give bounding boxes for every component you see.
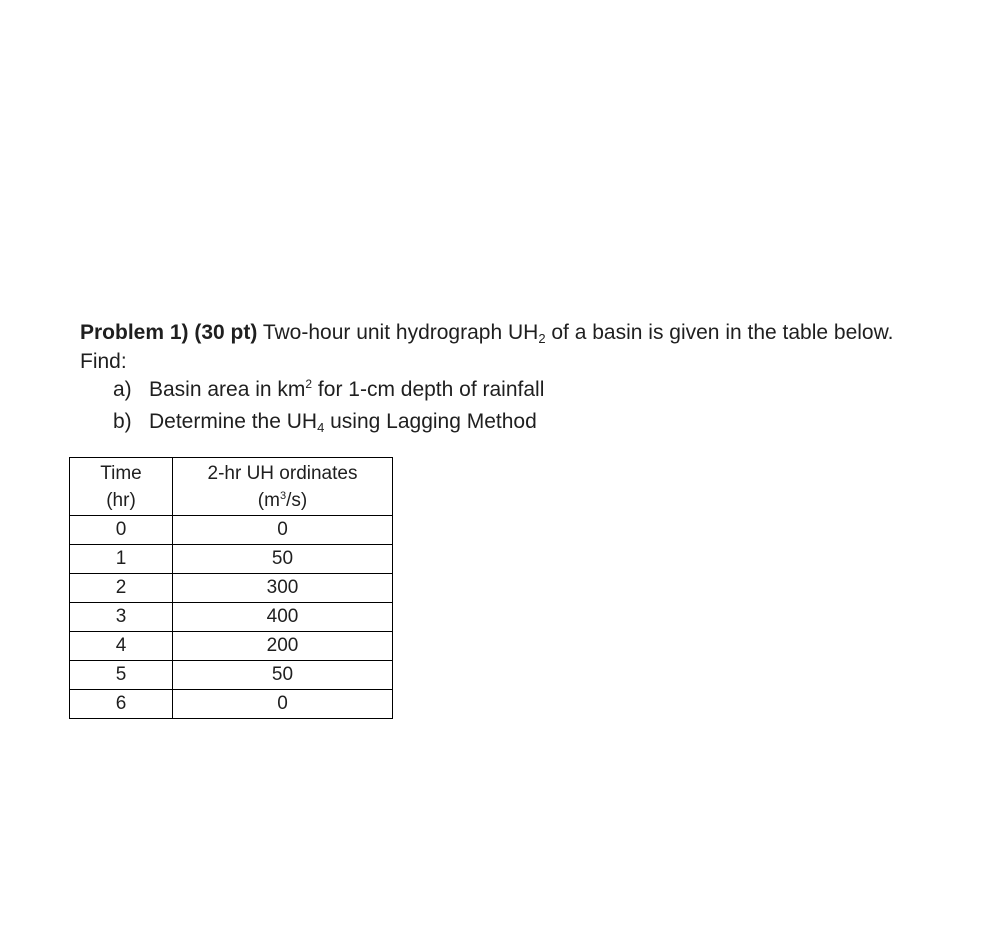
time-cell: 6: [70, 690, 173, 719]
ordinate-cell: 0: [173, 516, 393, 545]
find-label: Find:: [80, 350, 127, 373]
ordinate-header-sup: 3: [279, 489, 287, 502]
table-row: [70, 632, 393, 661]
table-row: [70, 661, 393, 690]
time-header-line1: Time: [100, 462, 142, 484]
time-cell: 0: [70, 516, 173, 545]
table-row: [70, 574, 393, 603]
table-header-row: [70, 458, 393, 516]
time-header-line2: (hr): [106, 489, 136, 511]
time-cell: 2: [70, 574, 173, 603]
table-row: [70, 603, 393, 632]
uh-subscript: 2: [538, 331, 546, 346]
table-row: [70, 516, 393, 545]
ordinate-cell: 400: [173, 603, 393, 632]
ordinate-cell: 50: [173, 661, 393, 690]
ordinate-column-header: [173, 458, 393, 516]
problem-parts: [113, 374, 544, 438]
part-b-text-2: using Lagging Method: [324, 410, 537, 433]
part-b-subscript: 4: [317, 420, 325, 435]
unit-hydrograph-table: [69, 457, 393, 719]
problem-text-1: Two-hour unit hydrograph UH: [257, 321, 539, 344]
ordinate-cell: 300: [173, 574, 393, 603]
time-column-header: [70, 458, 173, 516]
problem-heading: Problem 1) (30 pt): [80, 321, 258, 344]
ordinate-cell: 50: [173, 545, 393, 574]
time-cell: 1: [70, 545, 173, 574]
ordinate-header-unit-post: /s): [286, 489, 308, 511]
part-a-letter: a): [113, 378, 132, 401]
ordinate-cell: 200: [173, 632, 393, 661]
part-b-letter: b): [113, 410, 132, 433]
table-row: [70, 690, 393, 719]
problem-statement: [80, 318, 960, 376]
part-b-text-1: Determine the UH: [149, 410, 318, 433]
ordinate-cell: 0: [173, 690, 393, 719]
time-cell: 3: [70, 603, 173, 632]
part-a-superscript: 2: [305, 377, 313, 391]
ordinate-header-line1: 2-hr UH ordinates: [207, 462, 358, 484]
table-row: [70, 545, 393, 574]
part-a-text-1: Basin area in km: [149, 378, 306, 401]
part-b: [113, 406, 544, 438]
part-a-text-2: for 1-cm depth of rainfall: [312, 378, 545, 401]
time-cell: 5: [70, 661, 173, 690]
time-cell: 4: [70, 632, 173, 661]
problem-text-2: of a basin is given in the table below.: [545, 321, 894, 344]
part-a: [113, 374, 544, 406]
ordinate-header-unit-pre: (m: [257, 489, 280, 511]
